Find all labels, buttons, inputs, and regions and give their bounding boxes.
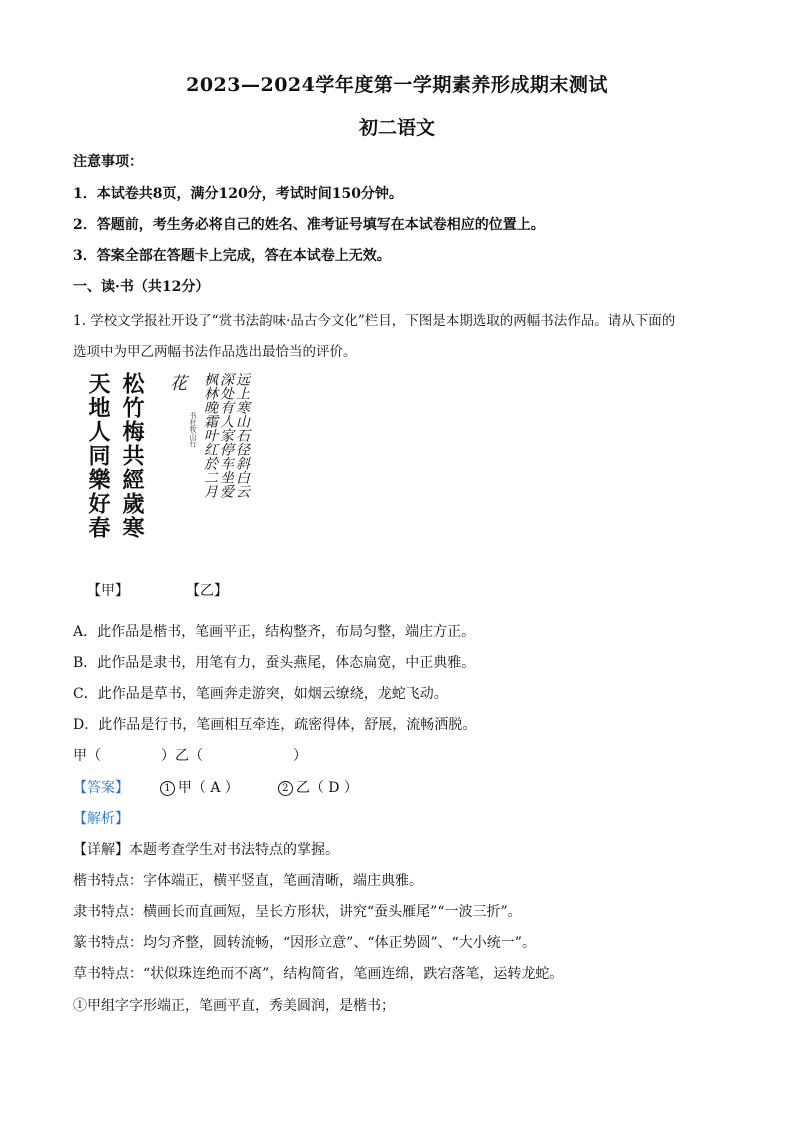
label-jia: 【甲】 [87,583,129,599]
option-d: D．此作品是行书，笔画相互牵连，疏密得体，舒展，流畅洒脱。 [73,717,477,733]
exam-title: 2023—2024学年度第一学期素养形成期末测试 [186,74,608,96]
option-b: B．此作品是隶书，用笔有力，蚕头燕尾，体态扁宽，中正典雅。 [73,655,476,671]
calligraphy-yi-col1: 远上寒山石径斜白云 [234,372,250,498]
point-caoshu: 草书特点：“状似珠连绝而不离”，结构简省，笔画连绵，跌宕落笔，运转龙蛇。 [73,966,564,982]
detail-line [73,839,339,859]
detail-tag: 【详解】 [73,842,129,858]
answer-2-number: 2 [278,781,293,796]
calligraphy-jia-col2: 松竹梅共經歲寒 [119,372,145,540]
point-zhuanshu: 篆书特点：均匀齐整，圆转流畅，“因形立意”、“体正势圆”、“大小统一”。 [73,935,536,951]
answer-blanks [73,745,307,765]
answer-tag: 【答案】 [73,780,129,796]
calligraphy-yi-col3: 枫林晚霜叶红於二月 [202,372,218,498]
analysis-tag: 【解析】 [73,811,129,827]
blank-jia-label: 甲（ [73,748,101,764]
blank-yi-label: ）乙（ [161,748,203,764]
label-yi: 【乙】 [186,583,228,599]
option-a: A．此作品是楷书，笔画平正，结构整齐，布局匀整，端庄方正。 [73,624,476,640]
notice-item-2: 2．答题前，考生务必将自己的姓名、准考证号填写在本试卷相应的位置上。 [73,217,545,233]
point-kaishu: 楷书特点：字体端正，横平竖直，笔画清晰，端庄典雅。 [73,873,423,889]
calligraphy-image [84,372,254,562]
point-lishu: 隶书特点：横画长而直画短，呈长方形状，讲究“蚕头雁尾”“一波三折”。 [73,904,522,920]
calligraphy-yi-col2: 深处有人家停车坐爱 [218,372,234,498]
option-c: C．此作品是草书，笔画奔走游突，如烟云缭绕，龙蛇飞动。 [73,686,448,702]
question-stem-line1: 1. 学校文学报社开设了“赏书法韵味·品古今文化”栏目，下图是本期选取的两幅书法作品。请从下面的 [73,313,676,329]
point-jia-analysis: ①甲组字字形端正，笔画平直，秀美圆润，是楷书； [73,998,395,1014]
question-stem-line2: 选项中为甲乙两幅书法作品选出最恰当的评价。 [73,344,357,360]
detail-text: 本题考查学生对书法特点的掌握。 [129,842,339,858]
exam-subject: 初二语文 [358,117,435,139]
notice-heading: 注意事项： [73,154,143,170]
answer-line [73,777,358,797]
blank-end: ） [293,748,307,764]
notice-item-3: 3．答案全部在答题卡上完成，答在本试卷上无效。 [73,248,391,264]
notice-item-1: 1．本试卷共8页，满分120分，考试时间150分钟。 [73,186,403,202]
answer-1-number: 1 [160,781,175,796]
answer-2-text: 乙（ D ） [295,780,358,796]
calligraphy-jia-col1: 天地人同樂好春 [85,372,111,540]
calligraphy-yi-inscription: 书杜牧山行 [189,412,197,447]
section-heading: 一、读·书（共12分） [73,279,210,295]
answer-1-text: 甲（ A ） [177,780,239,796]
calligraphy-yi-col4: 花 [166,374,186,391]
